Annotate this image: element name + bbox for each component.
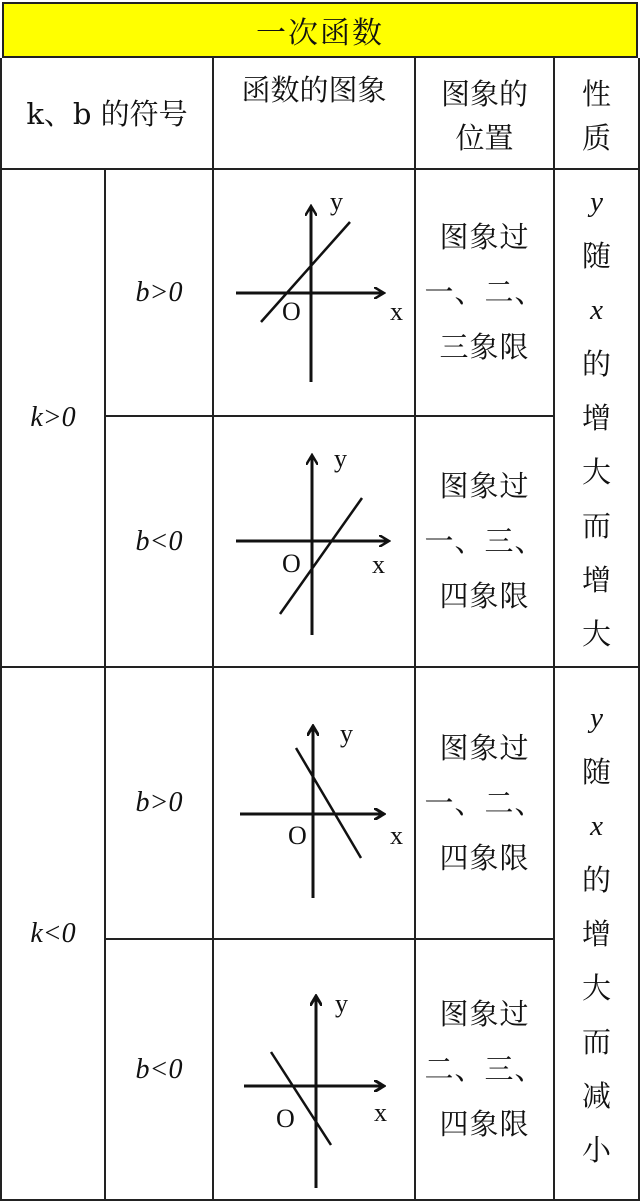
b-text-row1: b>0 — [135, 276, 183, 308]
y-axis-label: y — [330, 187, 343, 216]
property-decrease-char-8: 减 — [581, 1078, 611, 1113]
position-row1-line2: 一、二、 — [424, 275, 545, 309]
position-row3-line2: 一、二、 — [424, 785, 545, 820]
position-row1-line3: 三象限 — [439, 330, 530, 364]
y-axis-label: y — [334, 444, 347, 473]
graph-row1 — [214, 170, 414, 415]
b-text-row4: b<0 — [135, 1053, 183, 1085]
position-row2-line3: 四象限 — [439, 579, 530, 613]
header-property-line2: 质 — [581, 121, 611, 155]
header-position — [416, 64, 553, 168]
table-title: 一次函数 — [2, 2, 638, 58]
property-increase — [555, 170, 638, 666]
property-increase-char-3: x — [590, 294, 603, 326]
property-decrease-char-6: 大 — [581, 970, 611, 1005]
header-sign-text: k、b 的符号 — [26, 97, 188, 131]
y-axis-label: y — [340, 719, 353, 748]
property-decrease-char-3: x — [590, 809, 603, 842]
position-row4-line3: 四象限 — [439, 1107, 530, 1141]
graph-row2 — [214, 417, 414, 666]
b-label-row2 — [106, 417, 212, 666]
header-graph — [214, 60, 414, 120]
function-line — [261, 222, 350, 322]
b-text-row2: b<0 — [135, 525, 183, 557]
position-row4-line1: 图象过 — [439, 997, 530, 1031]
property-decrease-char-7: 而 — [581, 1024, 611, 1059]
b-text-row3: b>0 — [135, 787, 183, 818]
x-axis-label: x — [374, 1098, 387, 1127]
position-row2-line1: 图象过 — [439, 469, 530, 503]
property-decrease-char-4: 的 — [581, 862, 611, 897]
position-row1 — [416, 170, 553, 415]
k-negative-text: k<0 — [30, 917, 76, 949]
header-position-line2: 位置 — [455, 121, 514, 155]
k-positive-label — [2, 170, 104, 666]
position-row3-line1: 图象过 — [439, 730, 530, 765]
k-positive-text: k>0 — [30, 402, 76, 433]
x-axis-label: x — [372, 550, 385, 579]
k-negative-label — [2, 668, 104, 1199]
position-row1-line1: 图象过 — [439, 220, 530, 254]
graph-row3 — [214, 668, 414, 938]
position-row3-line3: 四象限 — [439, 840, 530, 875]
y-axis-label: y — [335, 989, 348, 1018]
property-decrease-char-5: 增 — [581, 916, 611, 951]
property-increase-char-2: 随 — [581, 239, 611, 273]
header-graph-text: 函数的图象 — [241, 73, 387, 107]
header-property — [555, 64, 638, 168]
property-decrease — [555, 668, 638, 1199]
origin-label: O — [282, 297, 301, 326]
property-increase-char-6: 大 — [581, 455, 611, 489]
x-axis-label: x — [390, 297, 403, 326]
property-increase-char-1: y — [590, 186, 603, 218]
property-decrease-char-1: y — [590, 701, 603, 734]
header-property-line1: 性 — [581, 77, 611, 111]
position-row4-line2: 二、三、 — [424, 1052, 545, 1086]
b-label-row4 — [106, 940, 212, 1199]
property-increase-char-4: 的 — [581, 347, 611, 381]
position-row3 — [416, 668, 553, 938]
header-sign — [2, 60, 212, 168]
origin-label: O — [288, 821, 307, 850]
b-label-row3 — [106, 668, 212, 938]
graph-row4 — [214, 940, 414, 1199]
position-row2-line2: 一、三、 — [424, 524, 545, 558]
property-increase-char-8: 增 — [581, 563, 611, 597]
property-decrease-char-2: 随 — [581, 754, 611, 789]
property-increase-char-7: 而 — [581, 509, 611, 543]
property-decrease-char-9: 小 — [581, 1132, 611, 1167]
position-row2 — [416, 417, 553, 666]
x-axis-label: x — [390, 821, 403, 850]
b-label-row1 — [106, 170, 212, 415]
property-increase-char-9: 大 — [581, 617, 611, 651]
property-increase-char-5: 增 — [581, 401, 611, 435]
origin-label: O — [282, 549, 301, 578]
position-row4 — [416, 940, 553, 1199]
origin-label: O — [276, 1104, 295, 1133]
header-position-line1: 图象的 — [440, 77, 528, 111]
